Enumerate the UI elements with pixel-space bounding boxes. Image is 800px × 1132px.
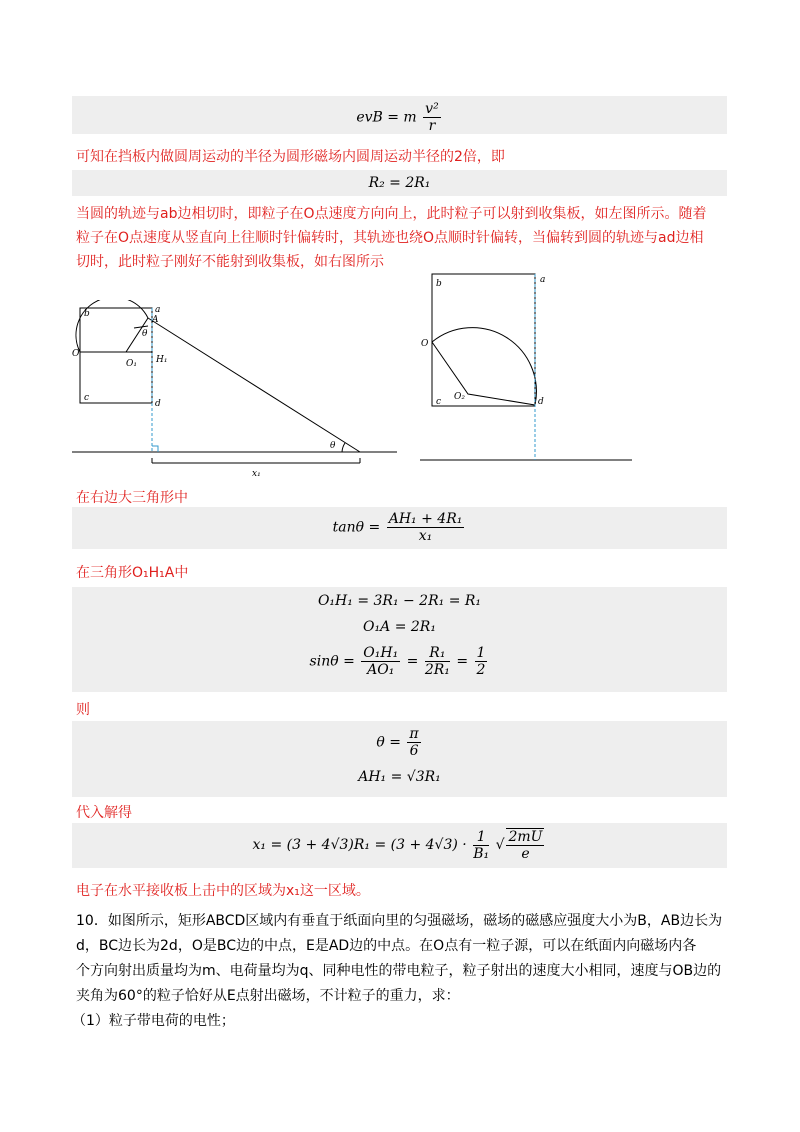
label-b: b (84, 309, 90, 319)
label-h1: H₁ (156, 355, 168, 365)
fraction: $\frac{1}{2}$ (476, 645, 486, 678)
label-a: a (540, 275, 546, 285)
equation-box (72, 170, 727, 196)
paragraph: 在三角形O₁H₁A中 (76, 565, 189, 581)
label-d: d (538, 397, 544, 407)
label-o: O (421, 339, 429, 349)
question-line: 夹角为60°的粒子恰好从E点射出磁场，不计粒子的重力，求： (76, 988, 460, 1004)
fraction: $\frac{1}{\text{B₁}}$ (473, 828, 490, 862)
equation-box: O₁H₁ = 3R₁ − 2R₁ = R₁ O₁A = 2R₁ sinθ = $\frac{\text{O₁H₁}}{\text{AO₁}}$ = $\frac{\text{R₁}}{\text{2R₁}}$ = $\frac{1}{2}$ (72, 587, 727, 692)
paragraph: 可知在挡板内做圆周运动的半径为圆形磁场内圆周运动半径的2倍，即 (76, 149, 505, 165)
equation-lhs: sinθ = (309, 653, 355, 670)
fraction: $\frac{\text{v²}}{r}$ (425, 101, 439, 134)
paragraph-line: 当圆的轨迹与ab边相切时，即粒子在O点速度方向向上，此时粒子可以射到收集板，如左图所示。随着 (76, 206, 707, 222)
trajectory-figure-left (72, 300, 412, 478)
label-d: d (155, 399, 161, 409)
equation-box (72, 96, 727, 134)
paragraph: 电子在水平接收板上击中的区域为x₁这一区域。 (76, 883, 370, 899)
sqrt-icon: √ (495, 837, 505, 853)
fraction: $\frac{\text{O₁H₁}}{\text{AO₁}}$ (363, 645, 399, 678)
fraction: $\frac{\text{AH₁ + 4R₁}}{\text{x₁}}$ (388, 511, 463, 544)
label-a-point: A (152, 315, 159, 325)
paragraph: 代入解得 (76, 805, 132, 821)
equation-box (72, 823, 727, 868)
label-b: b (436, 279, 442, 289)
label-o1: O₁ (126, 359, 137, 369)
question-line: d，BC边长为2d，O是BC边的中点，E是AD边的中点。在O点有一粒子源，可以在纸面内向磁场内各 (76, 938, 697, 954)
equation-lhs: θ = (376, 734, 401, 751)
question-line: 个方向射出质量均为m、电荷量均为q、同种电性的带电粒子，粒子射出的速度大小相同，速度与OB边的 (76, 963, 722, 979)
label-theta: θ (142, 329, 148, 339)
equation-box (72, 721, 727, 797)
label-x1: x₁ (252, 469, 261, 478)
equation: AH₁ = √3R₁ (358, 769, 441, 785)
fraction: $\frac{2mU}{e}$ (508, 829, 543, 862)
label-o2: O₂ (454, 392, 465, 402)
label-a: a (155, 305, 161, 315)
label-theta: θ (330, 441, 336, 451)
label-o: O (72, 349, 80, 359)
paragraph-line: 粒子在O点速度从竖直向上往顺时针偏转时，其轨迹也绕O点顺时针偏转，当偏转到圆的轨迹与ad边相 (76, 230, 704, 246)
paragraph-line: 切时，此时粒子刚好不能射到收集板，如右图所示 (76, 254, 384, 270)
label-c: c (436, 397, 442, 407)
question-line: （1）粒子带电荷的电性； (72, 1013, 235, 1029)
equation-box (72, 507, 727, 549)
equation: O₁H₁ = 3R₁ − 2R₁ = R₁ (317, 593, 482, 609)
question-line: 10．如图所示，矩形ABCD区域内有垂直于纸面向里的匀强磁场，磁场的磁感应强度大小为B，AB边长为 (76, 913, 723, 929)
paragraph: 在右边大三角形中 (76, 490, 188, 506)
paragraph: 则 (76, 702, 90, 718)
equation: R₂ = 2R₁ (368, 175, 431, 191)
equation-lhs: tanθ = (332, 519, 381, 536)
trajectory-figure-right (420, 272, 632, 478)
equation-lhs: evB = m (356, 109, 417, 126)
equation-lhs: x₁ = (3 + 4√3)R₁ = (3 + 4√3) · (252, 837, 467, 853)
fraction: $\frac{\pi}{6}$ (409, 726, 419, 759)
label-c: c (84, 393, 90, 403)
equation: O₁A = 2R₁ (363, 619, 436, 635)
fraction: $\frac{\text{R₁}}{\text{2R₁}}$ (424, 645, 450, 678)
